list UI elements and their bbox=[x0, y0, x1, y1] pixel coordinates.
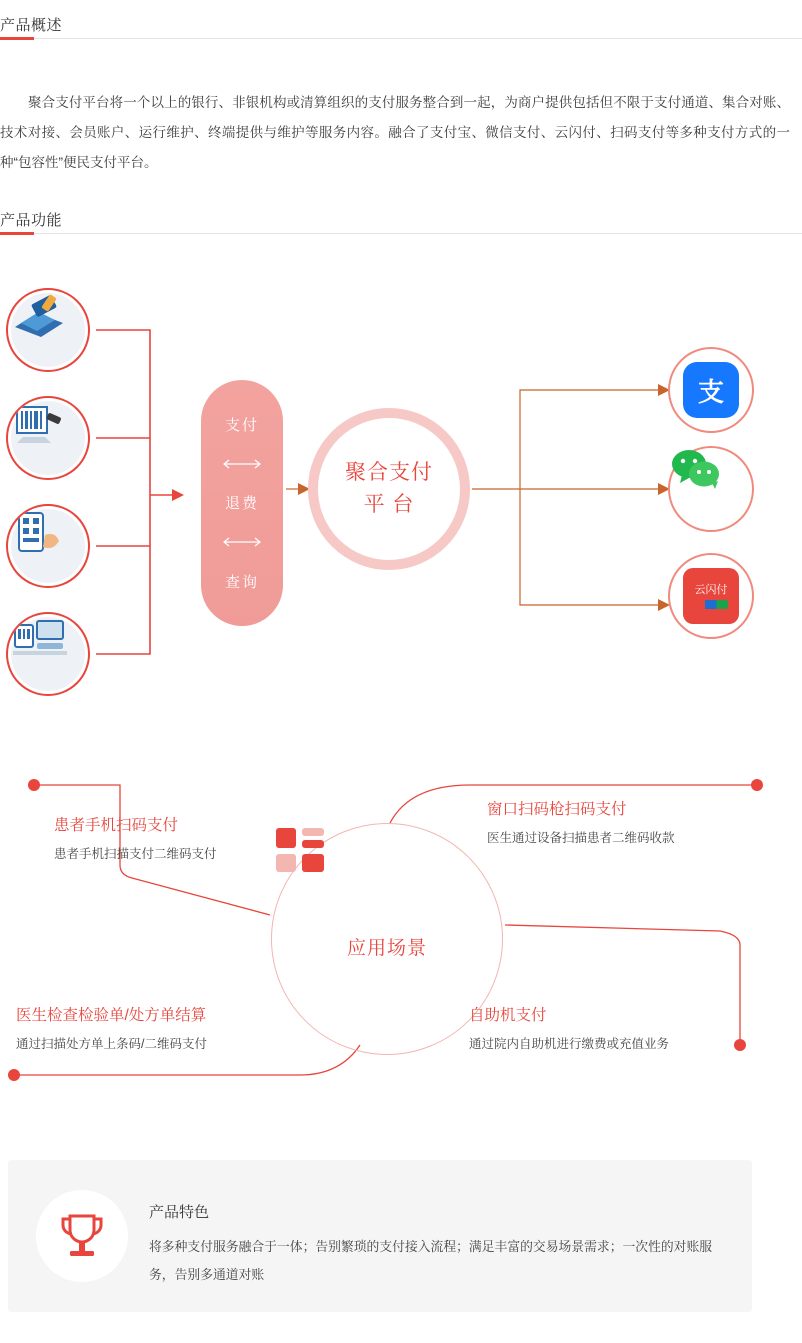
functions-diagram bbox=[0, 270, 802, 710]
mobile-qrcode-icon bbox=[11, 509, 85, 583]
scenarios-center-label: 应用场景 bbox=[346, 937, 427, 959]
trophy-icon bbox=[36, 1190, 128, 1282]
aggregate-payment-platform-node bbox=[308, 408, 470, 570]
payment-actions-pill bbox=[201, 380, 283, 626]
scenario-title: 患者手机扫码支付 bbox=[54, 817, 179, 834]
section-heading-functions bbox=[0, 209, 802, 230]
center-line-1: 聚合支付 bbox=[345, 461, 433, 484]
scenario-desc: 通过扫描处方单上条码/二维码支付 bbox=[16, 1037, 207, 1051]
center-line-2: 平 台 bbox=[363, 493, 415, 516]
alipay-glyph: 支 bbox=[697, 376, 724, 407]
scenario-title: 窗口扫码枪扫码支付 bbox=[487, 801, 627, 818]
scenario-desc: 患者手机扫描支付二维码支付 bbox=[54, 847, 217, 861]
product-feature-panel bbox=[8, 1160, 752, 1312]
channel-node-unionpay bbox=[668, 553, 754, 639]
double-arrow-icon bbox=[219, 459, 265, 469]
overview-paragraph: 聚合支付平台将一个以上的银行、非银机构或清算组织的支付服务整合到一起，为商户提供包括但不限于支付通道、集合对账、技术对接、会员账户、运行维护、终端提供与维护等服务内容。融合了支付宝、微信支付、云闪付、扫码支付等多种支付方式的一种“包容性”便民支付平台。 bbox=[0, 94, 790, 170]
scenario-item-counter-scanner bbox=[487, 797, 675, 846]
channel-node-alipay bbox=[668, 347, 754, 433]
scenario-title: 自助机支付 bbox=[469, 1007, 547, 1024]
device-node-barcode-scanner bbox=[6, 396, 90, 480]
functions-title-text: 产品功能 bbox=[0, 212, 63, 229]
device-node-pos-terminal bbox=[6, 288, 90, 372]
heading-rule bbox=[0, 233, 802, 234]
heading-rule bbox=[0, 38, 802, 39]
device-node-self-service-kiosk bbox=[6, 612, 90, 696]
device-node-mobile-qrcode bbox=[6, 504, 90, 588]
pill-item-label: 支付 bbox=[224, 416, 259, 434]
double-arrow-icon bbox=[219, 537, 265, 547]
channel-node-wechat-pay bbox=[668, 446, 754, 532]
scenario-item-prescription-settlement bbox=[16, 1003, 207, 1052]
scenarios-diagram bbox=[0, 745, 802, 1105]
pill-item-label: 查询 bbox=[224, 574, 259, 592]
center-text bbox=[345, 457, 433, 521]
unionpay-icon bbox=[683, 568, 739, 624]
unionpay-glyph: 云闪付 bbox=[694, 583, 728, 596]
scenario-item-self-service-kiosk bbox=[469, 1003, 669, 1052]
scenario-desc: 医生通过设备扫描患者二维码收款 bbox=[487, 831, 675, 845]
unionpay-stripe bbox=[694, 600, 728, 609]
overview-title-text: 产品概述 bbox=[0, 17, 63, 34]
barcode-scanner-icon bbox=[11, 401, 85, 475]
feature-title: 产品特色 bbox=[149, 1204, 210, 1221]
pill-item-label: 退费 bbox=[224, 495, 259, 513]
scenario-title: 医生检查检验单/处方单结算 bbox=[16, 1007, 207, 1024]
alipay-icon bbox=[683, 362, 739, 418]
pos-terminal-icon bbox=[11, 293, 85, 367]
scenario-item-patient-mobile-qr bbox=[54, 813, 217, 862]
wechat-pay-icon bbox=[683, 461, 739, 517]
self-service-kiosk-icon bbox=[11, 617, 85, 691]
heading-accent-rule bbox=[0, 232, 34, 235]
section-heading-overview bbox=[0, 14, 802, 35]
heading-accent-rule bbox=[0, 37, 34, 40]
feature-description: 将多种支付服务融合于一体；告别繁琐的支付接入流程；满足丰富的交易场景需求；一次性的对账服务，告别多通道对账 bbox=[149, 1239, 713, 1282]
scenario-desc: 通过院内自助机进行缴费或充值业务 bbox=[469, 1037, 670, 1051]
